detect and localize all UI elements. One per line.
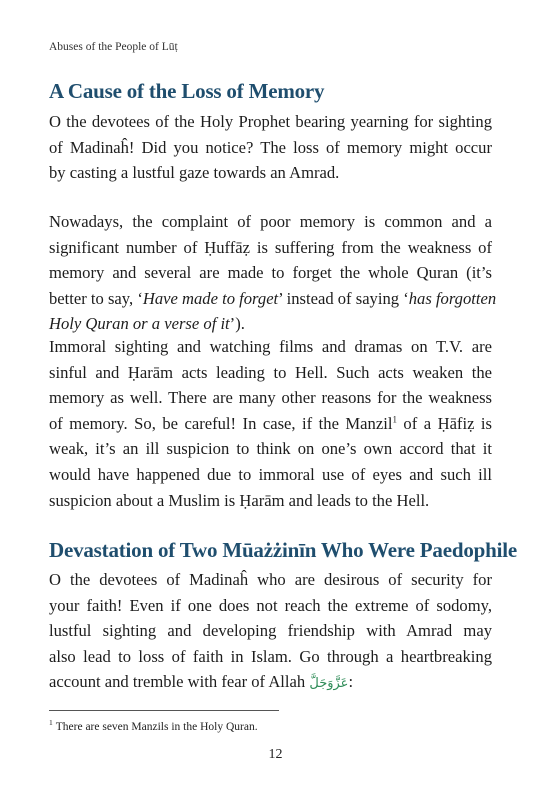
- text-line: lustful sighting and developing friendship with Amrad may: [49, 621, 492, 641]
- text-line: [49, 286, 497, 312]
- text-line: also lead to loss of faith in Islam. Go through a heartbreaking: [49, 646, 492, 666]
- page-number: 12: [268, 747, 283, 762]
- arabic-honorific: عَزَّوَجَلَّ: [309, 676, 349, 692]
- italic-phrase: has forgotten: [408, 288, 497, 308]
- text-line: suspicion about a Muslim is Ḥarām and leads to the Hell.: [49, 490, 430, 510]
- text-line: would have happened due to immoral use of eyes and such ill: [49, 464, 492, 484]
- paragraph-1: [49, 109, 492, 186]
- text-line: by casting a lustful gaze towards an Amrad.: [49, 163, 340, 183]
- text-line: memory as well. There are many other reasons for the weakness: [49, 388, 492, 408]
- text-run: ’).: [229, 314, 245, 334]
- section-heading-devastation: Devastation of Two Mūażżinīn Who Were Paedophile: [49, 538, 517, 562]
- text-line: O the devotees of Madinaĥ who are desirous of security for: [49, 570, 492, 589]
- footnote-marker: 1: [49, 718, 53, 728]
- footnote: [49, 718, 258, 733]
- text-line: your faith! Even if one does not reach the extreme of sodomy,: [49, 595, 492, 615]
- text-run: of memory. So, be careful! In case, if the Manzil: [49, 413, 393, 433]
- text-line: [49, 669, 492, 697]
- paragraph-4: [49, 567, 492, 697]
- text-line: [49, 411, 492, 437]
- paragraph-2: [49, 209, 497, 337]
- footnote-reference: 1: [392, 414, 397, 425]
- paragraph-3: [49, 334, 492, 513]
- text-line: significant number of Ḥuffāẓ is suffering from the weakness of: [49, 237, 492, 257]
- text-run: ’ instead of saying ‘: [278, 288, 409, 308]
- footnote-divider: [49, 710, 279, 711]
- italic-phrase: Have made to forget: [142, 288, 279, 308]
- text-line: Nowadays, the complaint of poor memory is common and a: [49, 212, 492, 231]
- running-head: Abuses of the People of Lūṭ: [49, 41, 178, 53]
- text-line: of Madinaĥ! Did you notice? The loss of memory might occur: [49, 137, 492, 157]
- footnote-text: There are seven Manzils in the Holy Quran.: [55, 721, 258, 733]
- text-line: Immoral sighting and watching films and dramas on T.V. are: [49, 337, 492, 356]
- section-heading-memory: A Cause of the Loss of Memory: [49, 79, 325, 103]
- text-run: of a Ḥāfiẓ is: [396, 413, 492, 433]
- text-line: weak, it’s an ill suspicion to think on one’s own accord that it: [49, 439, 492, 459]
- italic-phrase: Holy Quran or a verse of it: [49, 314, 230, 334]
- text-line: sinful and Ḥarām acts leading to Hell. Such acts weaken the: [49, 362, 492, 382]
- text-line: memory and several are made to forget the whole Quran (it’s: [49, 263, 492, 283]
- text-line: O the devotees of the Holy Prophet bearing yearning for sighting: [49, 112, 492, 131]
- text-run: better to say, ‘: [49, 288, 143, 308]
- text-run: :: [348, 672, 354, 692]
- text-run: account and tremble with fear of Allah: [49, 672, 310, 692]
